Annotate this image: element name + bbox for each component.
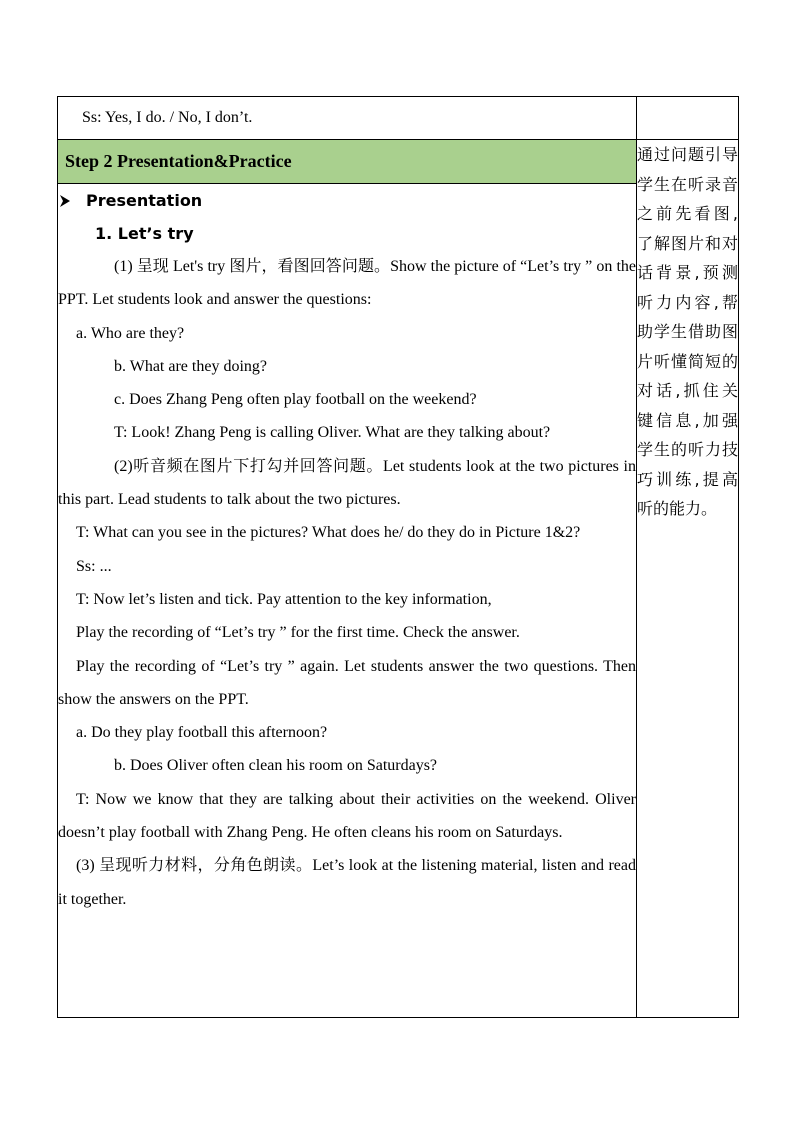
play-recording-2: Play the recording of “Let’s try ” again. Let students answer the two questions. Then show the answers on the PPT. <box>58 657 636 708</box>
step-heading-cell <box>58 140 637 184</box>
step-2-paragraph: (2)听音频在图片下打勾并回答问题。Let students look at the two pictures in this part. Lead students to talk about the two pictures. <box>58 457 636 509</box>
question-2a: a. Do they play football this afternoon? <box>76 724 328 742</box>
response-cell <box>58 97 637 140</box>
step-1-paragraph: (1) 呈现 Let's try 图片，看图回答问题。Show the picture of “Let’s try ” on the PPT. Let students look and answer the questions: <box>58 258 636 309</box>
question-c: c. Does Zhang Peng often play football on the weekend? <box>114 391 477 409</box>
design-intent-cell <box>637 140 739 1018</box>
question-2b: b. Does Oliver often clean his room on Saturdays? <box>114 757 438 775</box>
teacher-line-4: T: Now we know that they are talking about their activities on the weekend. Oliver doesn’t play football with Zhang Peng. He often cleans his room on Saturdays. <box>58 790 636 842</box>
play-recording-1: Play the recording of “Let’s try ” for the first time. Check the answer. <box>76 624 520 642</box>
bullet-label: Presentation <box>86 191 203 210</box>
lets-try-heading: 1. Let’s try <box>95 224 194 243</box>
step-3-paragraph: (3) 呈现听力材料，分角色朗读。Let’s look at the listening material, listen and read it together. <box>58 857 636 908</box>
teacher-line-3: T: Now let’s listen and tick. Pay attention to the key information, <box>76 590 492 608</box>
lesson-plan-table <box>57 96 739 1018</box>
teacher-line-1: T: Look! Zhang Peng is calling Oliver. What are they talking about? <box>114 424 551 442</box>
design-intent-text: 通过问题引导学生在听录音之前先看图,了解图片和对话背景,预测听力内容,帮助学生借助图片听懂简短的对话,抓住关键信息,加强学生的听力技巧训练,提高听的能力。 <box>637 145 738 518</box>
question-b: b. What are they doing? <box>114 357 267 375</box>
presentation-bullet <box>58 184 636 217</box>
table-row-step-heading <box>58 140 739 184</box>
table-row-response <box>58 97 739 140</box>
teacher-line-2: T: What can you see in the pictures? What does he/ do they do in Picture 1&2? <box>76 524 581 542</box>
arrow-bullet-icon <box>58 194 72 208</box>
empty-side-cell <box>637 97 739 140</box>
activity-body-cell <box>58 184 637 1018</box>
student-response-text: Ss: Yes, I do. / No, I don’t. <box>82 109 253 126</box>
students-line: Ss: ... <box>76 557 112 575</box>
question-a: a. Who are they? <box>76 324 185 342</box>
step-title: Step 2 Presentation&Practice <box>65 151 292 171</box>
